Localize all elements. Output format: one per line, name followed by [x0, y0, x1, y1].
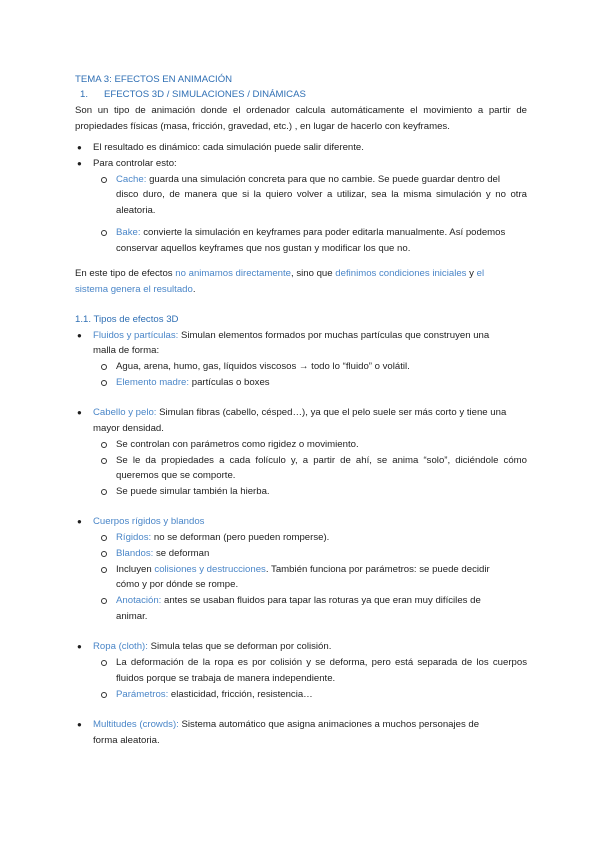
- cabello-line-1: [93, 407, 506, 419]
- circle-bullet-icon: [101, 458, 107, 464]
- text: antes se usaban fluidos para tapar las roturas ya que eran muy difíciles de: [161, 595, 481, 606]
- circle-bullet-icon: [101, 551, 107, 557]
- text: no se deforman (pero pueden romperse).: [151, 532, 330, 543]
- text: se deforman: [153, 548, 210, 559]
- rigidos-label: Rígidos:: [116, 532, 152, 543]
- cabello-label: Cabello y pelo:: [93, 407, 157, 418]
- fluidos-label: Fluidos y partículas:: [93, 330, 179, 341]
- cuerpos-sub-2: [116, 548, 209, 560]
- cabello-sub-2-line-2: queremos que se comporte.: [116, 470, 236, 481]
- text: y: [466, 268, 477, 279]
- fluidos-line-2: malla de forma:: [93, 345, 160, 356]
- circle-bullet-icon: [101, 230, 107, 236]
- highlight: sistema genera el resultado: [75, 284, 193, 295]
- cuerpos-label: Cuerpos rígidos y blandos: [93, 516, 205, 527]
- fluidos-sub-1: Agua, arena, humo, gas, líquidos viscosos → todo lo “fluido” o volátil.: [116, 361, 410, 372]
- cuerpos-sub-3-line-1: [116, 564, 490, 576]
- parametros-label: Parámetros:: [116, 689, 169, 700]
- circle-bullet-icon: [101, 598, 107, 604]
- multitudes-line-2: forma aleatoria.: [93, 735, 160, 746]
- text: , sino que: [291, 268, 336, 279]
- text: Simulan elementos formados por muchas partículas que construyen una: [178, 330, 490, 341]
- bake-line-2: conservar aquellos keyframes que nos gustan y modificar los que no.: [116, 243, 411, 254]
- bullet-icon: ●: [77, 331, 82, 340]
- circle-bullet-icon: [101, 660, 107, 666]
- circle-bullet-icon: [101, 567, 107, 573]
- highlight: colisiones y destrucciones: [154, 564, 266, 575]
- intro-line-2: propiedades físicas (masa, fricción, gravedad, etc.) , en lugar de hacerlo con keyframes.: [75, 121, 450, 132]
- cabello-line-2: mayor densidad.: [93, 423, 164, 434]
- cache-line-2: disco duro, de manera que si la quiero volver a utilizar, sea la misma simulación y no otra: [116, 189, 527, 200]
- ropa-sub-1-line-1: La deformación de la ropa es por colisión y se deforma, pero está separada de los cuerpos: [116, 657, 527, 668]
- cuerpos-sub-4-line-1: [116, 595, 481, 607]
- section-number: 1.: [80, 89, 89, 100]
- para2-line-2: [75, 284, 196, 296]
- bake-text: convierte la simulación en keyframes para poder editarla manualmente. Así podemos: [140, 227, 506, 238]
- cabello-sub-1: Se controlan con parámetros como rigidez o movimiento.: [116, 439, 359, 450]
- cabello-sub-3: Se puede simular también la hierba.: [116, 486, 270, 497]
- cache-line-1: [116, 174, 500, 186]
- blandos-label: Blandos:: [116, 548, 154, 559]
- highlight: el: [476, 268, 485, 279]
- cuerpos-sub-1: [116, 532, 329, 544]
- text: partículas o boxes: [189, 377, 270, 388]
- list-item: El resultado es dinámico: cada simulación puede salir diferente.: [93, 142, 364, 153]
- cuerpos-sub-4-line-2: animar.: [116, 611, 148, 622]
- highlight: no animamos directamente: [175, 268, 291, 279]
- circle-bullet-icon: [101, 442, 107, 448]
- cabello-sub-2-line-1: Se le da propiedades a cada folículo y, a partir de ahí, se anima “solo”, diciéndole cómo: [116, 455, 527, 466]
- bullet-icon: ●: [77, 642, 82, 651]
- list-item: Para controlar esto:: [93, 158, 177, 169]
- cache-line-3: aleatoria.: [116, 205, 156, 216]
- bullet-icon: ●: [77, 408, 82, 417]
- text: . También funciona por parámetros: se puede decidir: [265, 564, 490, 575]
- fluidos-line-1: [93, 330, 489, 342]
- text: Simulan fibras (cabello, césped…), ya que el pelo suele ser más corto y tiene una: [156, 407, 507, 418]
- circle-bullet-icon: [101, 177, 107, 183]
- fluidos-sub-2: [116, 377, 270, 389]
- text: Simula telas que se deforman por colisión.: [147, 641, 332, 652]
- anotacion-label: Anotación:: [116, 595, 162, 606]
- multitudes-line-1: [93, 719, 479, 731]
- bullet-icon: ●: [77, 159, 82, 168]
- ropa-label: Ropa (cloth):: [93, 641, 148, 652]
- circle-bullet-icon: [101, 380, 107, 386]
- highlight: definimos condiciones iniciales: [335, 268, 467, 279]
- bullet-icon: ●: [77, 720, 82, 729]
- bake-line-1: [116, 227, 505, 239]
- bullet-icon: ●: [77, 143, 82, 152]
- tema-title: TEMA 3: EFECTOS EN ANIMACIÓN: [75, 74, 233, 85]
- cuerpos-sub-3-line-2: cómo y por dónde se rompe.: [116, 579, 239, 590]
- circle-bullet-icon: [101, 489, 107, 495]
- text: Incluyen: [116, 564, 155, 575]
- ropa-line-1: [93, 641, 331, 653]
- subsection-title: 1.1. Tipos de efectos 3D: [75, 314, 179, 325]
- circle-bullet-icon: [101, 364, 107, 370]
- circle-bullet-icon: [101, 535, 107, 541]
- cache-label: Cache:: [116, 174, 147, 185]
- bullet-icon: ●: [77, 517, 82, 526]
- multitudes-label: Multitudes (crowds):: [93, 719, 179, 730]
- cache-text: guarda una simulación concreta para que no cambie. Se puede guardar dentro del: [146, 174, 501, 185]
- ropa-sub-2: [116, 689, 313, 701]
- circle-bullet-icon: [101, 692, 107, 698]
- section-title: EFECTOS 3D / SIMULACIONES / DINÁMICAS: [104, 89, 306, 100]
- intro-line-1: Son un tipo de animación donde el ordenador calcula automáticamente el movimiento a partir de: [75, 105, 527, 116]
- para2-line-1: [75, 268, 484, 280]
- elemento-madre-label: Elemento madre:: [116, 377, 190, 388]
- text: .: [192, 284, 196, 295]
- text: En este tipo de efectos: [75, 268, 176, 279]
- bake-label: Bake:: [116, 227, 141, 238]
- text: elasticidad, fricción, resistencia…: [168, 689, 313, 700]
- text: Sistema automático que asigna animaciones a muchos personajes de: [178, 719, 480, 730]
- ropa-sub-1-line-2: fluidos porque se trabaja de manera independiente.: [116, 673, 336, 684]
